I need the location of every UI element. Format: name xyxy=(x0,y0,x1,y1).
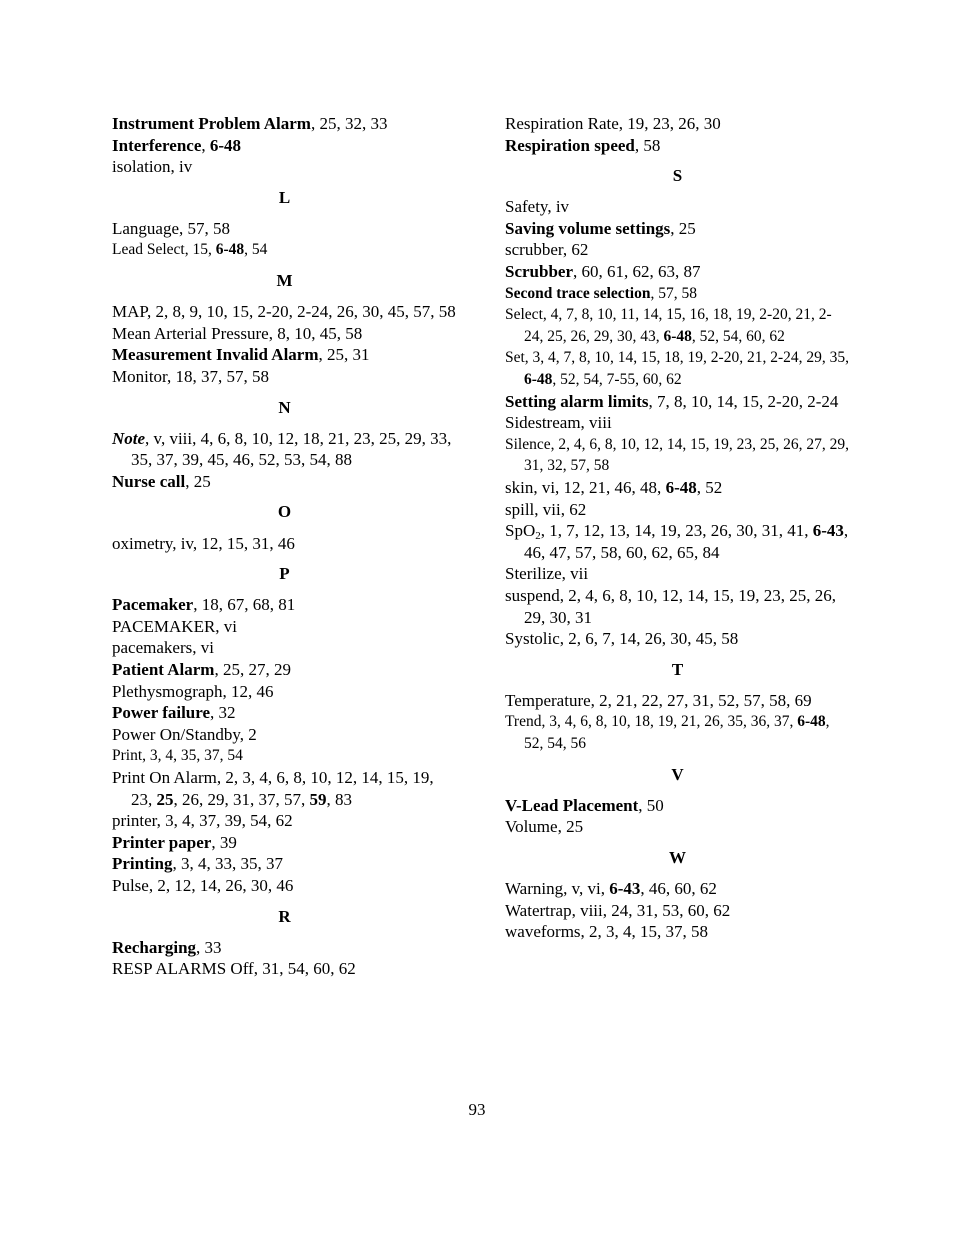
index-entry xyxy=(505,921,850,943)
index-term-emphasis: 6-48 xyxy=(215,241,245,259)
index-term-emphasis: Power failure xyxy=(112,703,211,723)
index-entry xyxy=(505,816,850,838)
index-text: Silence, 2, 4, 6, 8, 10, 12, 14, 15, 19, 23, 25, 26, 27, 29, 31, 32, 57, 58 xyxy=(505,435,849,475)
index-entry xyxy=(505,304,850,347)
index-entry xyxy=(505,135,850,157)
index-text: Power On/Standby, 2 xyxy=(112,724,257,744)
index-entry xyxy=(505,711,850,754)
index-text: , 60, 61, 62, 63, 87 xyxy=(573,262,701,282)
index-entry xyxy=(505,283,850,305)
index-text: Monitor, 18, 37, 57, 58 xyxy=(112,366,270,386)
section-letter-heading: M xyxy=(276,271,293,291)
index-entry xyxy=(112,875,457,897)
index-term-emphasis: 6-48 xyxy=(663,327,692,345)
index-text: Volume, 25 xyxy=(505,817,584,837)
index-entry xyxy=(505,563,850,585)
index-text: Warning, v, vi, xyxy=(505,879,610,898)
index-text: , 58 xyxy=(634,135,661,155)
index-term-emphasis: 6-48 xyxy=(209,135,242,155)
index-text: , 26, 29, 31, 37, 57, xyxy=(173,789,310,809)
index-text: , 50 xyxy=(638,795,664,815)
subscript-text: 2 xyxy=(535,530,541,543)
index-text: scrubber, 62 xyxy=(505,240,589,260)
index-entry xyxy=(112,301,457,323)
index-text: Set, 3, 4, 7, 8, 10, 14, 15, 18, 19, 2-20, 21, 2-24, 29, 35, xyxy=(505,349,850,367)
index-entry xyxy=(505,261,850,283)
section-letter-heading: N xyxy=(278,397,291,417)
index-entry xyxy=(112,323,457,345)
index-entry xyxy=(112,218,457,240)
index-entry xyxy=(505,391,850,413)
index-text: , xyxy=(201,135,210,155)
index-term-emphasis: Patient Alarm xyxy=(112,659,215,679)
index-term-emphasis: Printing xyxy=(112,854,173,874)
index-term-emphasis: 25 xyxy=(156,789,174,809)
index-entry xyxy=(112,156,457,178)
index-entry xyxy=(505,218,850,240)
index-entry xyxy=(505,690,850,712)
index-entry xyxy=(112,810,457,832)
index-text: , 3, 4, 33, 35, 37 xyxy=(172,854,283,874)
index-text: Safety, iv xyxy=(505,197,570,217)
index-text: , 25, 31 xyxy=(318,345,370,365)
index-term-emphasis: 6-48 xyxy=(524,371,553,389)
index-text: Language, 57, 58 xyxy=(112,218,231,238)
index-term-emphasis: Recharging xyxy=(112,937,197,957)
index-term-emphasis: Pacemaker xyxy=(112,595,194,615)
index-text: , 32 xyxy=(210,703,236,723)
section-letter-heading: V xyxy=(671,764,684,784)
index-text: , 7, 8, 10, 14, 15, 2-20, 2-24 xyxy=(648,391,839,411)
index-text: , 52, 54, 60, 62 xyxy=(691,327,785,345)
index-term-emphasis: Nurse call xyxy=(112,471,186,491)
index-text: , 25, 27, 29 xyxy=(214,659,291,679)
index-text: , 54 xyxy=(244,241,268,259)
index-text: pacemakers, vi xyxy=(112,638,214,658)
index-entry xyxy=(505,585,850,628)
section-letter-heading: P xyxy=(279,564,290,584)
index-term-emphasis: Interference xyxy=(112,135,202,155)
section-letter-heading: T xyxy=(671,659,684,679)
index-entry xyxy=(505,520,850,563)
index-text: Sterilize, vii xyxy=(505,564,589,584)
index-text: , 1, 7, 12, 13, 14, 19, 23, 26, 30, 31, 41, xyxy=(540,521,813,541)
index-entry xyxy=(112,428,457,471)
index-text: Respiration Rate, 19, 23, 26, 30 xyxy=(505,114,721,133)
index-term-emphasis: Saving volume settings xyxy=(505,218,671,238)
index-entry xyxy=(505,113,850,135)
index-text: , 25, 32, 33 xyxy=(310,114,388,133)
index-entry xyxy=(112,113,457,135)
index-text: Sidestream, viii xyxy=(505,413,612,433)
index-entry xyxy=(112,471,457,493)
index-entry xyxy=(112,853,457,875)
index-entry xyxy=(112,366,457,388)
index-entry xyxy=(505,499,850,521)
index-entry xyxy=(505,412,850,434)
index-entry xyxy=(505,239,850,261)
index-text: printer, 3, 4, 37, 39, 54, 62 xyxy=(112,811,293,831)
index-term-emphasis: 59 xyxy=(309,789,327,809)
index-text: , 46, 47, 57, 58, 60, 62, 65, 84 xyxy=(524,521,849,562)
index-entry xyxy=(112,958,457,980)
index-text: Print On Alarm, 2, 3, 4, 6, 8, 10, 12, 14, 15, 19, 23, xyxy=(112,767,434,809)
index-entry xyxy=(505,900,850,922)
section-letter-heading: S xyxy=(672,166,683,186)
index-entry xyxy=(112,937,457,959)
index-entry xyxy=(505,795,850,817)
index-text: Temperature, 2, 21, 22, 27, 31, 52, 57, 58, 69 xyxy=(505,690,812,710)
index-text: Pulse, 2, 12, 14, 26, 30, 46 xyxy=(112,875,294,895)
index-text: Trend, 3, 4, 6, 8, 10, 18, 19, 21, 26, 35, 36, 37, xyxy=(505,713,798,731)
section-letter-heading: O xyxy=(277,502,292,522)
index-text: , 57, 58 xyxy=(650,284,697,302)
index-entry xyxy=(505,434,850,477)
index-text: , 39 xyxy=(211,832,237,852)
page-number: 93 xyxy=(468,1100,486,1119)
index-text: spill, vii, 62 xyxy=(505,499,587,519)
index-text: skin, vi, 12, 21, 46, 48, xyxy=(505,478,666,497)
index-term-emphasis: 6-48 xyxy=(797,713,826,731)
index-entry xyxy=(505,477,850,499)
index-text: RESP ALARMS Off, 31, 54, 60, 62 xyxy=(112,959,356,979)
index-entry xyxy=(112,135,457,157)
index-term-emphasis: 6-43 xyxy=(609,879,641,898)
index-term-emphasis: 6-48 xyxy=(665,478,697,497)
index-entry xyxy=(505,196,850,218)
index-term-emphasis: Instrument Problem Alarm xyxy=(112,114,311,133)
index-text: Lead Select, 15, xyxy=(112,241,216,259)
index-text: , 46, 60, 62 xyxy=(640,879,717,898)
index-left-column xyxy=(112,113,457,980)
index-entry xyxy=(505,347,850,390)
index-term-emphasis: Note xyxy=(112,428,146,448)
index-entry xyxy=(505,628,850,650)
index-text: , 83 xyxy=(326,789,352,809)
index-term-emphasis: Scrubber xyxy=(505,262,573,282)
index-term-emphasis: Measurement Invalid Alarm xyxy=(112,345,319,365)
index-text: isolation, iv xyxy=(112,157,193,177)
section-letter-heading: L xyxy=(278,187,291,207)
index-entry xyxy=(112,702,457,724)
index-entry xyxy=(112,724,457,746)
index-text: , v, viii, 4, 6, 8, 10, 12, 18, 21, 23, 25, 29, 33, 35, 37, 39, 45, 46, 52, 53, 54, 88 xyxy=(131,428,452,470)
index-entry xyxy=(112,659,457,681)
index-text: oximetry, iv, 12, 15, 31, 46 xyxy=(112,533,295,553)
index-entry xyxy=(112,681,457,703)
index-entry xyxy=(112,239,457,261)
index-entry xyxy=(505,878,850,900)
index-text: Systolic, 2, 6, 7, 14, 26, 30, 45, 58 xyxy=(505,629,739,649)
index-entry xyxy=(112,594,457,616)
index-text: PACEMAKER, vi xyxy=(112,616,238,636)
section-letter-heading: R xyxy=(278,906,291,926)
index-text: MAP, 2, 8, 9, 10, 15, 2-20, 2-24, 26, 30, 45, 57, 58 xyxy=(112,302,456,322)
index-text: Mean Arterial Pressure, 8, 10, 45, 58 xyxy=(112,323,363,343)
index-term-emphasis: Second trace selection xyxy=(505,284,651,302)
index-entry xyxy=(112,767,457,810)
index-text: , 52, 54, 7-55, 60, 62 xyxy=(552,371,682,389)
index-entry xyxy=(112,344,457,366)
section-letter-heading: W xyxy=(669,847,686,867)
index-term-emphasis: 6-43 xyxy=(812,521,844,541)
index-text: Watertrap, viii, 24, 31, 53, 60, 62 xyxy=(505,900,731,920)
index-text: suspend, 2, 4, 6, 8, 10, 12, 14, 15, 19, 23, 25, 26, 29, 30, 31 xyxy=(505,585,837,627)
index-text: , 52 xyxy=(696,478,723,497)
index-entry xyxy=(112,616,457,638)
index-entry xyxy=(112,745,457,767)
index-term-emphasis: V-Lead Placement xyxy=(505,795,639,815)
index-right-column xyxy=(505,113,850,943)
index-entry xyxy=(112,832,457,854)
index-text: , 25 xyxy=(670,218,696,238)
index-term-emphasis: Printer paper xyxy=(112,832,212,852)
index-text: Select, 4, 7, 8, 10, 11, 14, 15, 16, 18, 19, 2-20, 21, 2-24, 25, 26, 29, 30, 43, xyxy=(505,306,832,345)
index-text: , 52, 54, 56 xyxy=(524,713,830,753)
index-text: Print, 3, 4, 35, 37, 54 xyxy=(112,747,243,765)
index-text: Plethysmograph, 12, 46 xyxy=(112,681,274,701)
index-text: , 18, 67, 68, 81 xyxy=(193,595,296,615)
index-term-emphasis: Respiration speed xyxy=(505,135,635,155)
index-text: waveforms, 2, 3, 4, 15, 37, 58 xyxy=(505,922,709,942)
index-entry xyxy=(112,533,457,555)
index-text: , 33 xyxy=(196,937,222,957)
index-entry xyxy=(112,637,457,659)
index-term-emphasis: Setting alarm limits xyxy=(505,391,649,411)
index-text: , 25 xyxy=(185,471,211,491)
index-text: SpO xyxy=(505,521,536,541)
